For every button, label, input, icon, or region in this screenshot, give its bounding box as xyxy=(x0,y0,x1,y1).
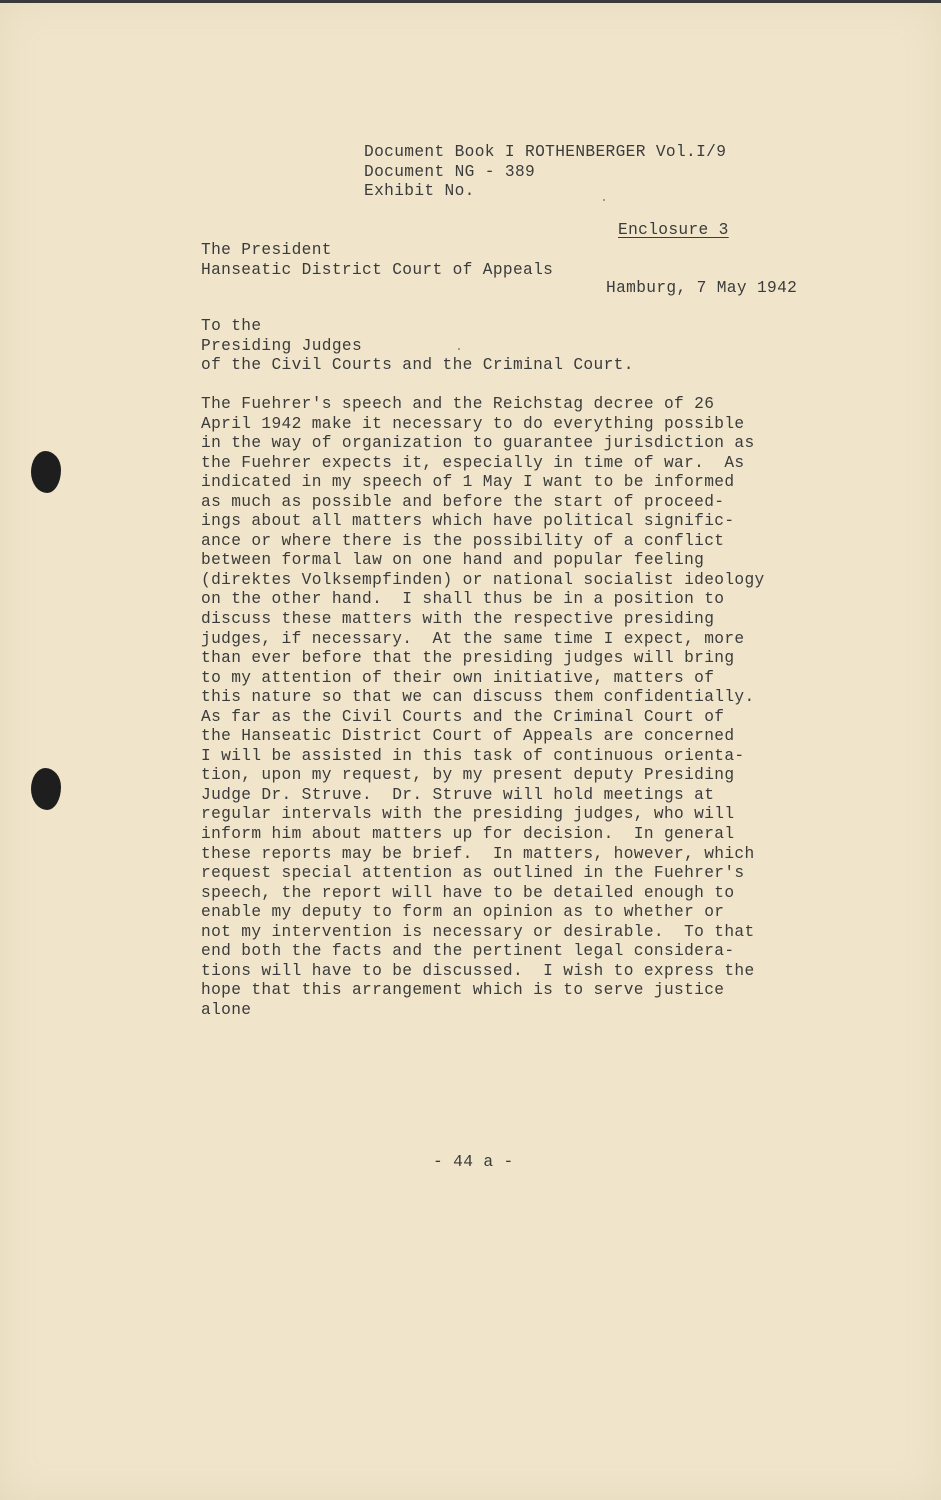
letter-date: Hamburg, 7 May 1942 xyxy=(606,279,798,297)
addressee-line: Presiding Judges xyxy=(201,336,363,355)
body-line: The Fuehrer's speech and the Reichstag decree of 26 xyxy=(201,395,715,413)
body-line: end both the facts and the pertinent legal considera- xyxy=(201,942,735,961)
body-line: this nature so that we can discuss them confidentially. xyxy=(201,688,755,707)
paper-speck xyxy=(458,348,460,350)
sender-title: The President xyxy=(201,241,332,259)
body-line: I will be assisted in this task of continuous orienta- xyxy=(201,746,745,765)
document-book-line: Document Book I ROTHENBERGER Vol.I/9 xyxy=(364,143,727,161)
body-line: indicated in my speech of 1 May I want to be informed xyxy=(201,473,735,492)
addressee-line: of the Civil Courts and the Criminal Court. xyxy=(201,356,634,374)
punch-hole-upper xyxy=(31,451,61,493)
body-line: hope that this arrangement which is to serve justice xyxy=(201,981,725,1000)
body-line: than ever before that the presiding judges will bring xyxy=(201,649,735,668)
body-line: between formal law on one hand and popular feeling xyxy=(201,551,705,570)
body-line: the Hanseatic District Court of Appeals are concerned xyxy=(201,727,735,746)
punch-hole-lower xyxy=(31,768,61,810)
body-line: ings about all matters which have political signific- xyxy=(201,512,735,531)
body-line: regular intervals with the presiding judges, who will xyxy=(201,805,735,824)
body-line: as much as possible and before the start of proceed- xyxy=(201,492,725,511)
letter-body xyxy=(201,395,861,1021)
exhibit-number-line: Exhibit No. xyxy=(364,182,475,200)
sender-court: Hanseatic District Court of Appeals xyxy=(201,260,554,279)
body-line: Judge Dr. Struve. Dr. Struve will hold meetings at xyxy=(201,785,715,804)
body-line: alone xyxy=(201,1000,252,1019)
page-number: - 44 a - xyxy=(433,1153,514,1171)
enclosure-label: Enclosure 3 xyxy=(618,221,729,239)
body-line: enable my deputy to form an opinion as to whether or xyxy=(201,903,725,922)
body-line: speech, the report will have to be detailed enough to xyxy=(201,883,735,902)
body-line: these reports may be brief. In matters, however, which xyxy=(201,844,755,863)
body-line: on the other hand. I shall thus be in a position to xyxy=(201,590,725,609)
document-number-line: Document NG - 389 xyxy=(364,162,536,181)
body-line: not my intervention is necessary or desirable. To that xyxy=(201,922,755,941)
body-line: discuss these matters with the respective presiding xyxy=(201,610,715,629)
body-line: request special attention as outlined in the Fuehrer's xyxy=(201,864,745,883)
body-line: (direktes Volksempfinden) or national socialist ideology xyxy=(201,570,765,589)
body-line: tion, upon my request, by my present deputy Presiding xyxy=(201,766,735,785)
body-line: tions will have to be discussed. I wish to express the xyxy=(201,961,755,980)
body-line: judges, if necessary. At the same time I expect, more xyxy=(201,629,745,648)
paper-speck xyxy=(603,199,605,201)
body-line: to my attention of their own initiative, matters of xyxy=(201,668,715,687)
body-line: inform him about matters up for decision. In general xyxy=(201,825,735,844)
body-line: ance or where there is the possibility of a conflict xyxy=(201,531,725,550)
body-line: the Fuehrer expects it, especially in time of war. As xyxy=(201,453,745,472)
body-line: in the way of organization to guarantee jurisdiction as xyxy=(201,434,755,453)
body-line: As far as the Civil Courts and the Criminal Court of xyxy=(201,707,725,726)
addressee-line: To the xyxy=(201,317,262,335)
body-line: April 1942 make it necessary to do everything possible xyxy=(201,414,745,433)
